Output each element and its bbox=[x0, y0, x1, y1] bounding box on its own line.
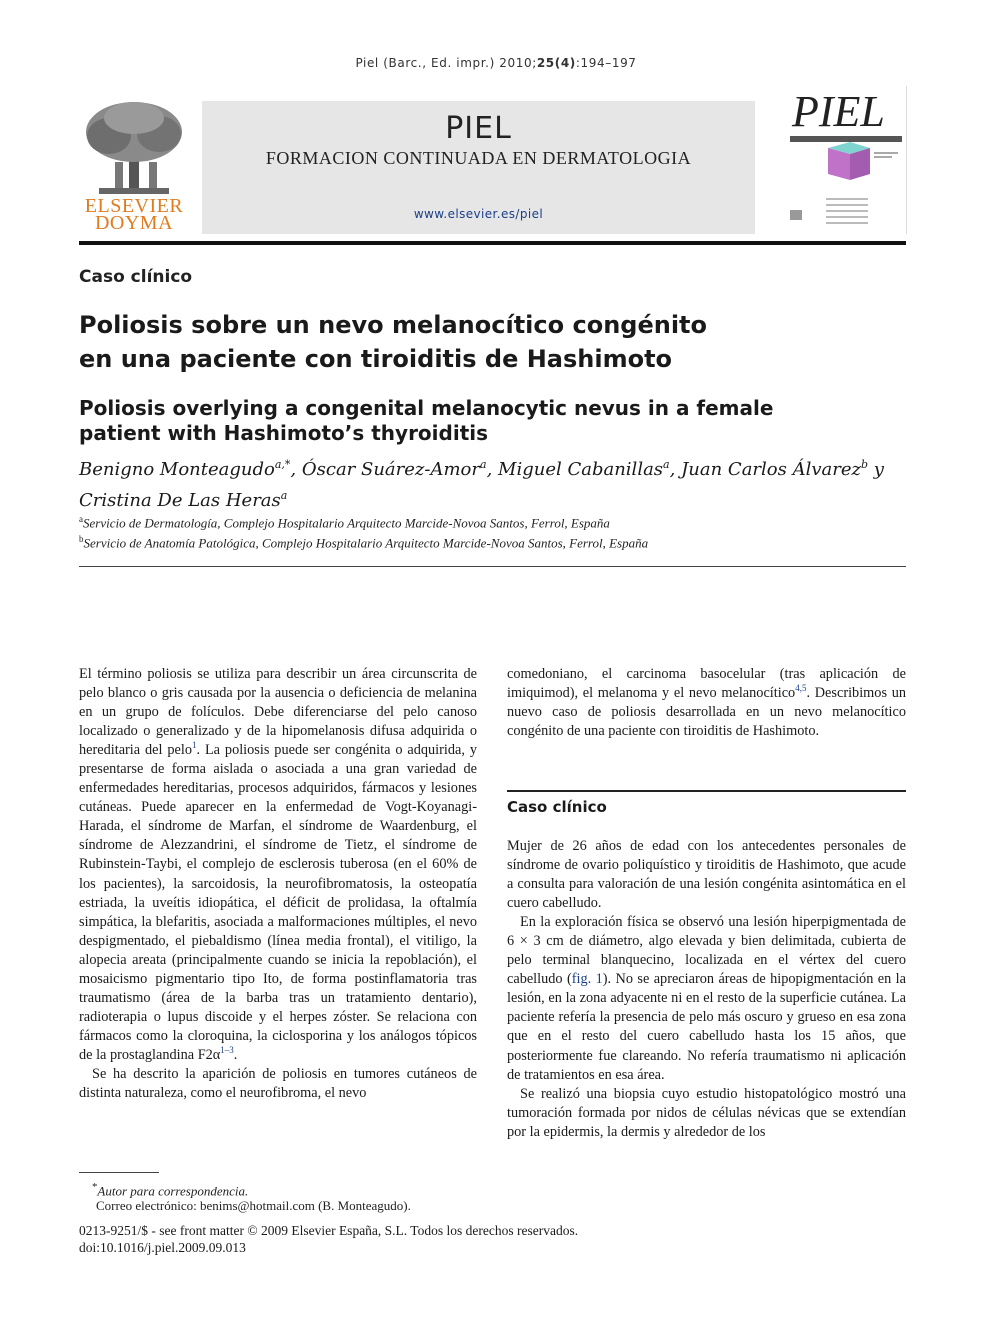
journal-title: PIEL bbox=[445, 111, 512, 146]
cover-illustration-icon bbox=[786, 86, 906, 234]
section-heading: Caso clínico bbox=[507, 790, 906, 816]
author[interactable]: Benigno Monteagudo$^{a,*}$ bbox=[79, 458, 291, 480]
elsevier-doyma-wordmark: ELSEVIER DOYMA bbox=[84, 195, 184, 234]
article-type: Caso clínico bbox=[79, 267, 193, 287]
paragraph: En la exploración física se observó una lesión hiperpigmentada de 6 × 3 cm de diámetro, algo elevada y bien delimitada, cubierta de pelo terminal blanquecino, localizada en el vértex del cuero cabelludo (fig. 1). No se apreciaron áreas de hipopigmentación en la lesión, en la zona adyacente ni en el resto de la superficie cutánea. La paciente refería la presencia de pelo más oscuro y grueso en esa zona que en el resto del cuero cabelludo hasta los 15 años, que posteriormente fue clareando. No refería traumatismo ni aplicación de tratamientos en esa área. bbox=[507, 914, 906, 1083]
footnote-rule bbox=[79, 1172, 159, 1173]
reference-link[interactable]: 4,5 bbox=[795, 683, 807, 694]
article-title-english: Poliosis overlying a congenital melanocytic nevus in a female patient with Hashimoto’s thyroiditis bbox=[79, 396, 774, 445]
copyright-block bbox=[79, 1222, 906, 1256]
journal-subtitle: FORMACION CONTINUADA EN DERMATOLOGIA bbox=[265, 148, 692, 168]
affiliation: $^b$Servicio de Anatomía Patológica, Complejo Hospitalario Arquitecto Marcide-Novoa Santos, Ferrol, España bbox=[79, 534, 649, 551]
doi[interactable]: doi:10.1016/j.piel.2009.09.013 bbox=[79, 1240, 246, 1255]
reference-link[interactable]: 1–3 bbox=[220, 1045, 234, 1056]
cover-logo-text: PIEL bbox=[792, 87, 885, 136]
author[interactable]: Cristina De Las Heras$^a$ bbox=[79, 489, 288, 511]
paragraph: Mujer de 26 años de edad con los antecedentes personales de síndrome de ovario poliquístico y tiroiditis de Hashimoto, que acude a consulta para valoración de una lesión congénita asintomática en el cuero cabelludo. bbox=[507, 838, 906, 912]
author[interactable]: Óscar Suárez-Amor$^a$ bbox=[301, 458, 487, 480]
article-title-spanish: Poliosis sobre un nevo melanocítico congénito en una paciente con tiroiditis de Hashimoto bbox=[79, 311, 708, 373]
journal-cover-thumbnail bbox=[786, 86, 907, 234]
paragraph: Se realizó una biopsia cuyo estudio histopatológico mostró una tumoración formada por nidos de células névicas que se extendían por la epidermis, la dermis y alrededor de los bbox=[507, 1085, 906, 1140]
paragraph: comedoniano, el carcinoma basocelular (tras aplicación de imiquimod), el melanoma y el nevo melanocítico$^{4,5}$. Describimos un nuevo caso de poliosis desarrollada en un nevo melanocítico congénito de una paciente con tiroiditis de Hashimoto. bbox=[507, 666, 906, 740]
right-column-bottom bbox=[507, 837, 906, 1142]
tree-icon bbox=[79, 100, 189, 200]
journal-banner bbox=[202, 101, 755, 234]
journal-url-link[interactable]: www.elsevier.es/piel bbox=[413, 207, 544, 221]
copyright-line: 0213-9251/$ - see front matter © 2009 Elsevier España, S.L. Todos los derechos reservados. bbox=[79, 1223, 579, 1238]
corresponding-email: Correo electrónico: benims@hotmail.com (B. Monteagudo). bbox=[96, 1198, 411, 1213]
divider bbox=[79, 566, 906, 567]
right-column-top bbox=[507, 665, 906, 741]
journal-citation: Piel (Barc., Ed. impr.) 2010;25(4):194–197 bbox=[355, 56, 637, 70]
author-list: Benigno Monteagudo$^{a,*}$, Óscar Suárez-Amor$^a$, Miguel Cabanillas$^a$, Juan Carlos Álvarez$^b$ y Cristina De Las Heras$^a$ bbox=[79, 458, 884, 511]
figure-link[interactable]: fig. 1 bbox=[571, 971, 603, 988]
paragraph: Se ha descrito la aparición de poliosis en tumores cutáneos de distinta naturaleza, como el neurofibroma, el nevo bbox=[79, 1065, 477, 1102]
reference-link[interactable]: 1 bbox=[191, 740, 197, 751]
paragraph: El término poliosis se utiliza para describir un área circunscrita de pelo blanco o gris causada por la ausencia o deficiencia de melanina en un grupo de folículos. Debe diferenciarse del pelo canoso localizado o generalizado y de la hipomelanosis difusa adquirida o hereditaria del pelo$^1$. La poliosis puede ser congénita o adquirida, y presentarse de forma aislada o asociada a una gran variedad de enfermedades hereditarias, procesos adquiridos, fármacos y lesiones cutáneas. Puede aparecer en la enfermedad de Vogt-Koyanagi-Harada, el síndrome de Marfan, el síndrome de Waardenburg, el síndrome de Alezzandrini, el síndrome de Tietz, el síndrome de Rubinstein-Taybi, el complejo de esclerosis tuberosa (en el 60% de los pacientes), la sarcoidosis, la neurofibromatosis, la osteopatía estriada, la uveítis idiopática, el déficit de prolidasa, la oftalmía simpática, la blefaritis, asociada a malformaciones múltiples, el nevo despigmentado, el piebaldismo (línea media frontal), el vitiligo, la alopecia areata (principalmente cuando se inicia la repoblación), el mosaicismo pigmentario tipo Ito, de forma postinflamatoria tras traumatismo (área de la barba tras un tratamiento dentario), radioterapia o lupus discoide y el herpes zóster. Se relaciona con fármacos como la cloroquina, la ciclosporina y los análogos tópicos de la prostaglandina F2α$^{1-3}$. bbox=[79, 666, 477, 1063]
header-rule bbox=[79, 241, 906, 245]
corresponding-author-note: *Autor para correspondencia. bbox=[92, 1181, 249, 1199]
left-column bbox=[79, 665, 477, 1103]
author[interactable]: Juan Carlos Álvarez$^b$ bbox=[681, 458, 869, 480]
affiliation: $^a$Servicio de Dermatología, Complejo Hospitalario Arquitecto Marcide-Novoa Santos, Ferrol, España bbox=[79, 514, 610, 531]
author[interactable]: Miguel Cabanillas$^a$ bbox=[498, 458, 670, 480]
